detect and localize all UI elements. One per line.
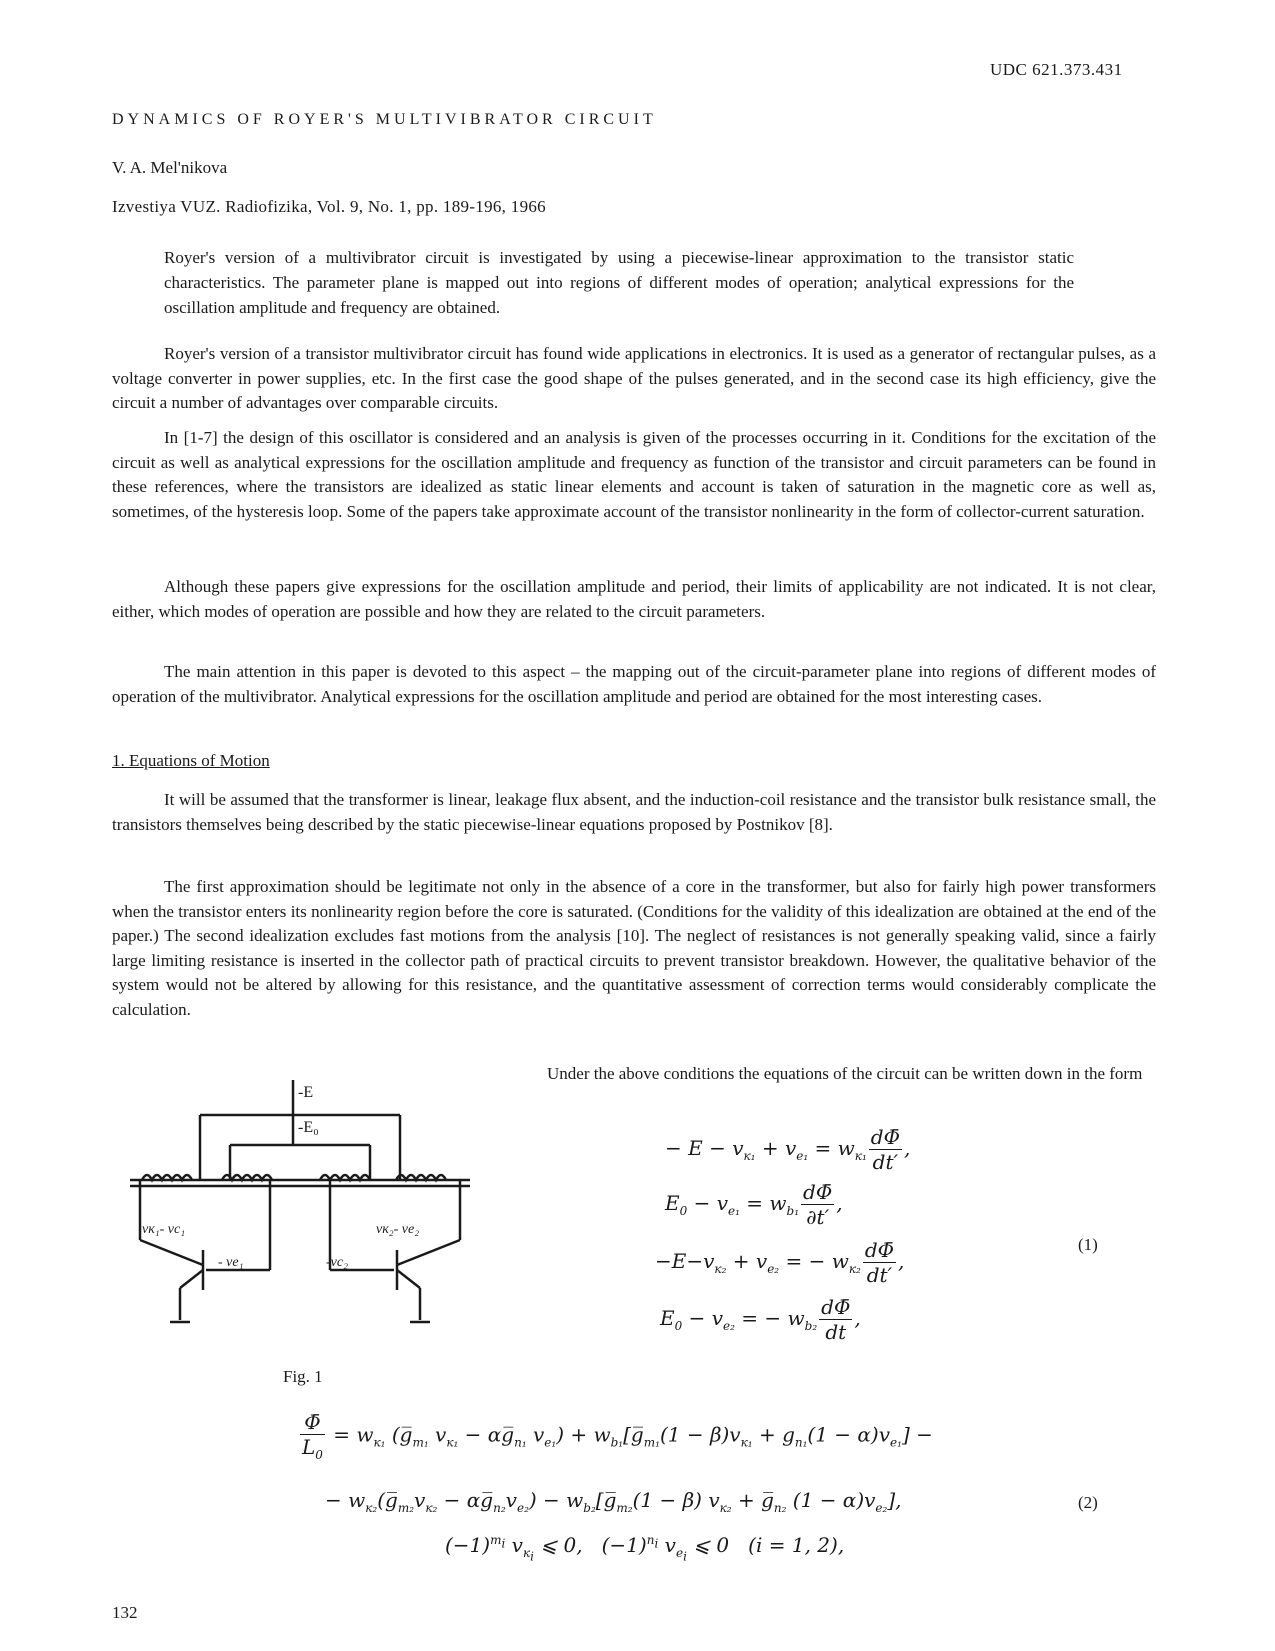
paragraph: Although these papers give expressions for the oscillation amplitude and period, their limits of applicability are not indicated. It is not clear, either, which modes of operation are possible and how they are related to the circuit parameters. — [112, 577, 1156, 621]
right-transistor-label: vк₂- vе₂ — [376, 1222, 420, 1237]
udc-code: UDC 621.373.431 — [990, 60, 1123, 79]
equations-intro: Under the above conditions the equations of the circuit can be written down in the form — [547, 1064, 1143, 1083]
equation-1a: − $E - v_{к_1} + v_{e_1} = w_{к_1}$ $\frac{d\Phī}{dt'}$ , — [665, 1125, 911, 1174]
left-transistor-label: vк₁- vc₁ — [142, 1222, 186, 1237]
paragraph: The first approximation should be legitimate not only in the absence of a core in the transformer, but also for fairly high power transformers when the transistor enters its nonlinearity region before the core is saturated. (Conditions for the validity of this idealization are obtained at the end of the paper.) The second idealization excludes fast motions from the analysis [10]. The neglect of resistances is not generally speaking valid, since a fairly large limiting resistance is inserted in the collector path of practical circuits to prevent transistor breakdown. However, the qualitative behavior of the system would not be altered by allowing for this resistance, and the quantitative assessment of correction terms would considerably complicate the calculation. — [112, 877, 1156, 1019]
paragraph: It will be assumed that the transformer is linear, leakage flux absent, and the induction-coil resistance and the transistor bulk resistance small, the transistors themselves being described by the static piecewise-linear equations proposed by Postnikov [8]. — [112, 790, 1156, 834]
left-emitter-label: - vе₁ — [218, 1255, 244, 1270]
equation-2a: $\frac{\Phī}{L_0}$ = $w_{к_1}$ ($g̅_{m_1}$ $v_{к_1}$ − $\alpha g̅_{n_1}$ $v_{e_1}$) + $w_{b_1}[g̅_{m_1}(1 - \beta)v_{к_1} + g_{n_1}(1 - \alpha)v_{e_1}]$ − — [302, 1410, 933, 1462]
equation-number: (2) — [1078, 1493, 1098, 1512]
journal-reference: Izvestiya VUZ. Radiofizika, Vol. 9, No. 1, pp. 189-196, 1966 — [112, 197, 546, 216]
equation-2c: $(-1)^{m_i}$ $v_{к_i}$ ⩽ 0, $(-1)^{n_i}$ $v_{e_i}$ ⩽ 0 (i = 1, 2), — [445, 1533, 845, 1564]
equation-1b: $E_0 - v_{e_1} = w_{b_1}$ $\frac{d\Phī}{\partial t'}$ , — [665, 1180, 843, 1229]
paragraph: The main attention in this paper is devoted to this aspect – the mapping out of the circuit-parameter plane into regions of different modes of operation of the multivibrator. Analytical expressions for the oscillation amplitude and period are obtained for the most interesting cases. — [112, 662, 1156, 706]
equation-1c: $-E-v_{к_2} + v_{e_2}$ = − $w_{к_2}$ $\frac{d\Phī}{dt'}$ , — [655, 1238, 905, 1287]
supply-label: -E — [298, 1084, 314, 1101]
paragraph: Royer's version of a transistor multivibrator circuit has found wide applications in electronics. It is used as a generator of rectangular pulses, as a voltage converter in power supplies, etc. In the first case the good shape of the pulses generated, and in the second case its high efficiency, give the circuit a number of advantages over comparable circuits. — [112, 344, 1156, 412]
paragraph: In [1-7] the design of this oscillator is considered and an analysis is given of the processes occurring in it. Conditions for the excitation of the circuit as well as analytical expressions for the oscillation amplitude and frequency as function of the transistor and circuit parameters can be found in these references, where the transistors are idealized as static linear elements and account is taken of saturation in the magnetic core as well as, sometimes, of the hysteresis loop. Some of the papers take approximate account of the transistor nonlinearity in the form of collector-current saturation. — [112, 428, 1156, 521]
circuit-diagram — [130, 1070, 470, 1360]
abstract: Royer's version of a multivibrator circuit is investigated by using a piecewise-linear approximation to the transistor static characteristics. The parameter plane is mapped out into regions of different modes of operation; analytical expressions for the oscillation amplitude and frequency are obtained. — [164, 248, 1074, 317]
author: V. A. Mel'nikova — [112, 158, 228, 177]
bias-label: -E₀ — [298, 1119, 319, 1136]
equation-1d: $E_0 - v_{e_2}$ = − $w_{b_2}$ $\frac{d\Phī}{dt}$ , — [660, 1295, 861, 1344]
equation-2b: − $w_{к_2}(g̅_{m_2}v_{к_2}$ − $\alpha g̅_{n_2}v_{e_2}$) − $w_{b_2}[g̅_{m_2}(1 - \beta) v_{к_2}$ + $g̅_{n_2}$ $(1 - \alpha)v_{e_2}$], — [325, 1488, 902, 1515]
article-title: DYNAMICS OF ROYER'S MULTIVIBRATOR CIRCUIT — [112, 111, 657, 128]
page-number: 132 — [112, 1603, 138, 1622]
right-emitter-label: -vс₂ — [326, 1255, 348, 1270]
equation-number: (1) — [1078, 1235, 1098, 1254]
figure-caption: Fig. 1 — [283, 1367, 323, 1386]
section-heading: 1. Equations of Motion — [112, 751, 270, 770]
